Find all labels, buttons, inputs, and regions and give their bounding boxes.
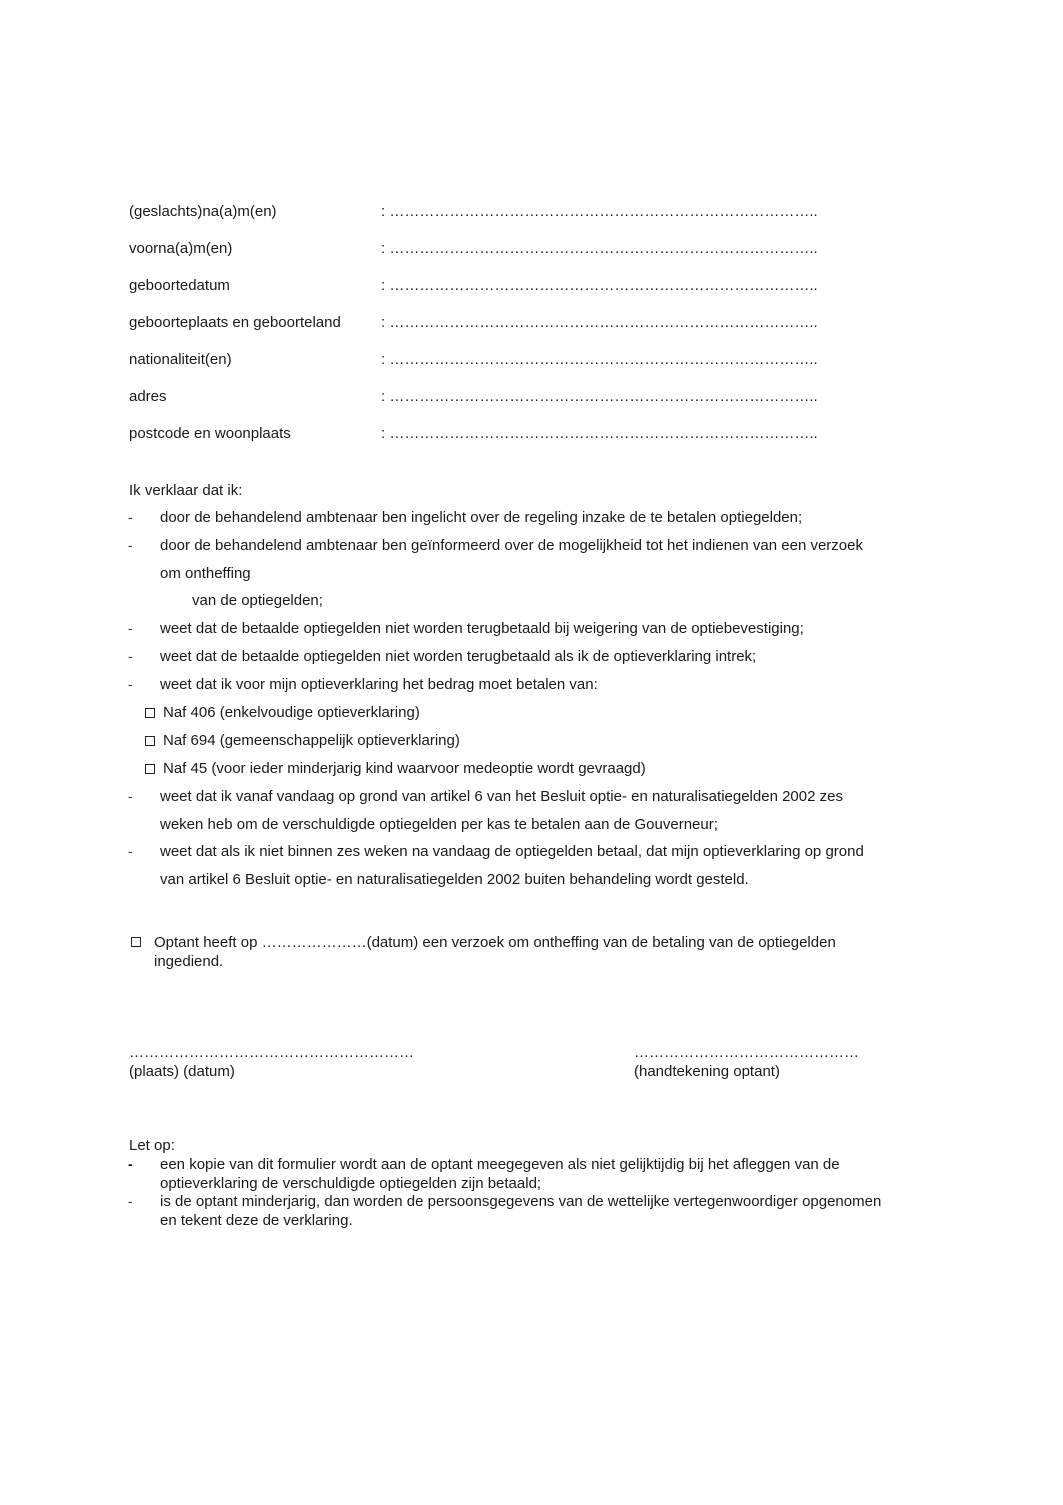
declaration-item-2-line-3: van de optiegelden; xyxy=(192,592,323,609)
declaration-item-3: weet dat de betaalde optiegelden niet worden terugbetaald bij weigering van de optiebevestiging; xyxy=(160,620,804,637)
exemption-line-1: Optant heeft op …………………(datum) een verzoek om ontheffing van de betaling van de optiegelden xyxy=(154,934,836,951)
declaration-item-5: weet dat ik voor mijn optieverklaring het bedrag moet betalen van: xyxy=(160,676,598,693)
fee-option-minor[interactable] xyxy=(145,760,646,777)
field-value-address[interactable]: : ………………………………………………………………………….. xyxy=(381,388,818,405)
field-label-postcode: postcode en woonplaats xyxy=(129,425,291,442)
declaration-item-7-line-2: van artikel 6 Besluit optie- en naturalisatiegelden 2002 buiten behandeling wordt gesteld. xyxy=(160,871,749,888)
field-label-surname: (geslachts)na(a)m(en) xyxy=(129,203,277,220)
signature-field[interactable]: ……………………………………… xyxy=(634,1044,859,1061)
field-value-postcode[interactable]: : ………………………………………………………………………….. xyxy=(381,425,818,442)
list-dash: - xyxy=(128,1193,133,1209)
fee-option-label: Naf 45 (voor ieder minderjarig kind waarvoor medeoptie wordt gevraagd) xyxy=(163,760,646,777)
list-dash: - xyxy=(128,788,133,804)
exemption-line-2: ingediend. xyxy=(154,953,224,970)
list-dash: - xyxy=(128,676,133,692)
declaration-item-1: door de behandelend ambtenaar ben ingelicht over de regeling inzake de te betalen optiegelden; xyxy=(160,509,803,526)
fee-option-joint[interactable] xyxy=(145,732,460,749)
declaration-item-7-line-1: weet dat als ik niet binnen zes weken na vandaag de optiegelden betaal, dat mijn optieverklaring op grond xyxy=(160,843,864,860)
note-item-1-line-2: optieverklaring de verschuldigde optiegelden zijn betaald; xyxy=(160,1175,542,1192)
declaration-item-6-line-1: weet dat ik vanaf vandaag op grond van artikel 6 van het Besluit optie- en naturalisatiegelden 2002 zes xyxy=(160,788,843,805)
list-dash: - xyxy=(128,509,133,525)
note-title: Let op: xyxy=(129,1137,175,1154)
declaration-item-2-line-1: door de behandelend ambtenaar ben geïnformeerd over de mogelijkheid tot het indienen van een verzoek xyxy=(160,537,863,554)
checkbox-icon[interactable] xyxy=(145,708,155,718)
field-label-address: adres xyxy=(129,388,167,405)
fee-option-label: Naf 406 (enkelvoudige optieverklaring) xyxy=(163,704,420,721)
checkbox-icon[interactable] xyxy=(145,764,155,774)
list-dash: - xyxy=(128,537,133,553)
place-date-field[interactable]: ………………………………………………… xyxy=(129,1044,414,1061)
declaration-item-2-line-2: om ontheffing xyxy=(160,565,251,582)
field-value-birthdate[interactable]: : ………………………………………………………………………….. xyxy=(381,277,818,294)
checkbox-icon[interactable] xyxy=(145,736,155,746)
note-item-1-line-1: een kopie van dit formulier wordt aan de optant meegegeven als niet gelijktijdig bij het afleggen van de xyxy=(160,1156,840,1173)
list-dash: - xyxy=(128,648,133,664)
field-label-birthplace: geboorteplaats en geboorteland xyxy=(129,314,341,331)
list-dash: - xyxy=(128,1156,133,1172)
list-dash: - xyxy=(128,843,133,859)
declaration-intro: Ik verklaar dat ik: xyxy=(129,482,243,499)
fee-option-label: Naf 694 (gemeenschappelijk optieverklaring) xyxy=(163,732,460,749)
note-item-2-line-2: en tekent deze de verklaring. xyxy=(160,1212,353,1229)
field-value-birthplace[interactable]: : ………………………………………………………………………….. xyxy=(381,314,818,331)
list-dash: - xyxy=(128,620,133,636)
field-label-nationality: nationaliteit(en) xyxy=(129,351,232,368)
declaration-item-6-line-2: weken heb om de verschuldigde optiegelden per kas te betalen aan de Gouverneur; xyxy=(160,816,718,833)
note-item-2-line-1: is de optant minderjarig, dan worden de persoonsgegevens van de wettelijke vertegenwoordiger opgenomen xyxy=(160,1193,882,1210)
place-date-label: (plaats) (datum) xyxy=(129,1063,235,1080)
checkbox-icon[interactable] xyxy=(131,937,141,947)
field-value-surname[interactable]: : ………………………………………………………………………….. xyxy=(381,203,818,220)
field-value-nationality[interactable]: : ………………………………………………………………………….. xyxy=(381,351,818,368)
field-label-birthdate: geboortedatum xyxy=(129,277,230,294)
fee-option-single[interactable] xyxy=(145,704,420,721)
field-label-firstnames: voorna(a)m(en) xyxy=(129,240,233,257)
declaration-item-4: weet dat de betaalde optiegelden niet worden terugbetaald als ik de optieverklaring intrek; xyxy=(160,648,757,665)
signature-label: (handtekening optant) xyxy=(634,1063,780,1080)
field-value-firstnames[interactable]: : ………………………………………………………………………….. xyxy=(381,240,818,257)
